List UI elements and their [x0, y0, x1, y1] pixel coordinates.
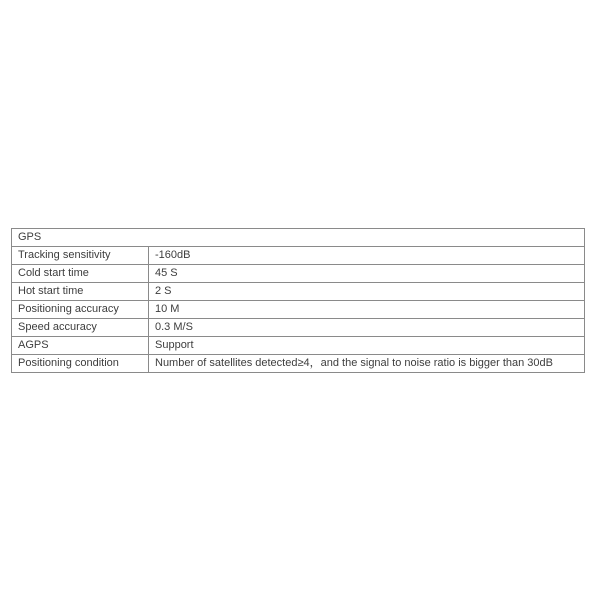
spec-value: 0.3 M/S — [149, 319, 585, 337]
table-header-cell: GPS — [12, 229, 585, 247]
spec-label: Speed accuracy — [12, 319, 149, 337]
spec-value: Number of satellites detected≥4，and the signal to noise ratio is bigger than 30dB — [149, 355, 585, 373]
spec-label: Hot start time — [12, 283, 149, 301]
spec-label: Positioning condition — [12, 355, 149, 373]
spec-label: AGPS — [12, 337, 149, 355]
spec-label: Cold start time — [12, 265, 149, 283]
table-row — [12, 319, 585, 337]
spec-label: Tracking sensitivity — [12, 247, 149, 265]
spec-value: -160dB — [149, 247, 585, 265]
table-row — [12, 247, 585, 265]
spec-value: 2 S — [149, 283, 585, 301]
table-row — [12, 301, 585, 319]
spec-label: Positioning accuracy — [12, 301, 149, 319]
spec-value: Support — [149, 337, 585, 355]
table-row — [12, 265, 585, 283]
spec-value: 45 S — [149, 265, 585, 283]
table-row — [12, 337, 585, 355]
table-row — [12, 283, 585, 301]
spec-value: 10 M — [149, 301, 585, 319]
gps-spec-table — [11, 228, 585, 373]
table-header-row — [12, 229, 585, 247]
table-row — [12, 355, 585, 373]
